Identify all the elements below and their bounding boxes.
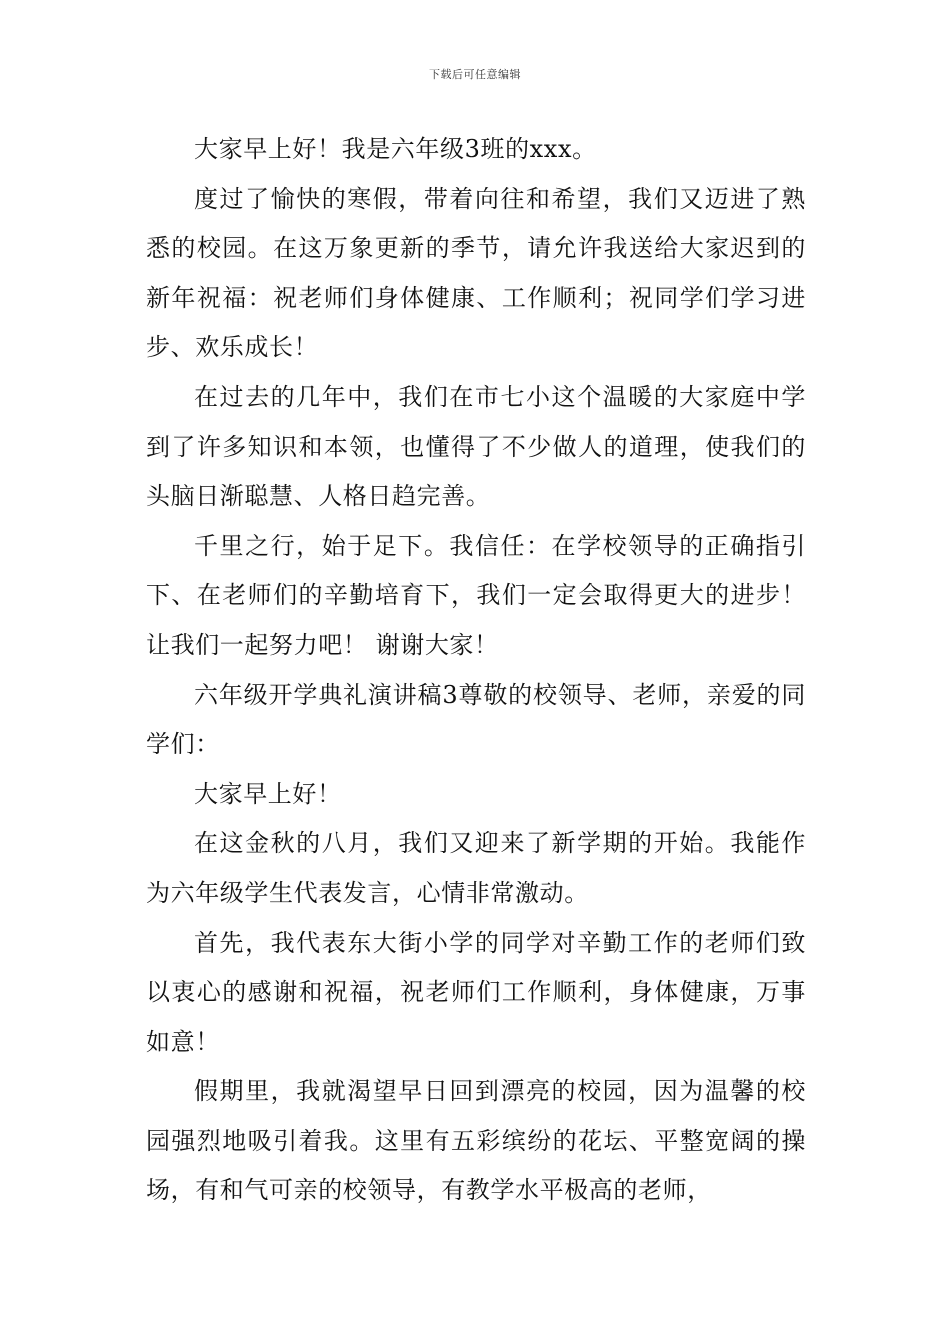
paragraph-closing: 千里之行，始于足下。我信任：在学校领导的正确指引下、在老师们的辛勤培育下，我们一定会取得更大的进步！让我们一起努力吧！ 谢谢大家！ xyxy=(146,531,806,659)
paragraph-autumn: 在这金秋的八月，我们又迎来了新学期的开始。我能作为六年级学生代表发言，心情非常激动。 xyxy=(146,829,806,907)
document-body xyxy=(146,125,806,1216)
paragraph-past-years: 在过去的几年中，我们在市七小这个温暖的大家庭中学到了许多知识和本领，也懂得了不少做人的道理，使我们的头脑日渐聪慧、人格日趋完善。 xyxy=(146,382,806,511)
paragraph-new-term: 度过了愉快的寒假，带着向往和希望，我们又迈进了熟悉的校园。在这万象更新的季节，请允许我送给大家迟到的新年祝福：祝老师们身体健康、工作顺利；祝同学们学习进步、欢乐成长！ xyxy=(146,184,806,362)
paragraph-speech-title: 六年级开学典礼演讲稿3尊敬的校领导、老师，亲爱的同学们： xyxy=(146,680,806,759)
header-note: 下载后可任意编辑 xyxy=(429,68,521,81)
paragraph-greeting: 大家早上好！我是六年级3班的xxx。 xyxy=(194,135,597,163)
paragraph-thanks: 首先，我代表东大街小学的同学对辛勤工作的老师们致以衷心的感谢和祝福，祝老师们工作顺利，身体健康，万事如意！ xyxy=(146,928,806,1056)
paragraph-greeting-2: 大家早上好！ xyxy=(194,779,342,808)
paragraph-holiday: 假期里，我就渴望早日回到漂亮的校园，因为温馨的校园强烈地吸引着我。这里有五彩缤纷的花坛、平整宽阔的操场，有和气可亲的校领导，有教学水平极高的老师， xyxy=(146,1077,806,1205)
